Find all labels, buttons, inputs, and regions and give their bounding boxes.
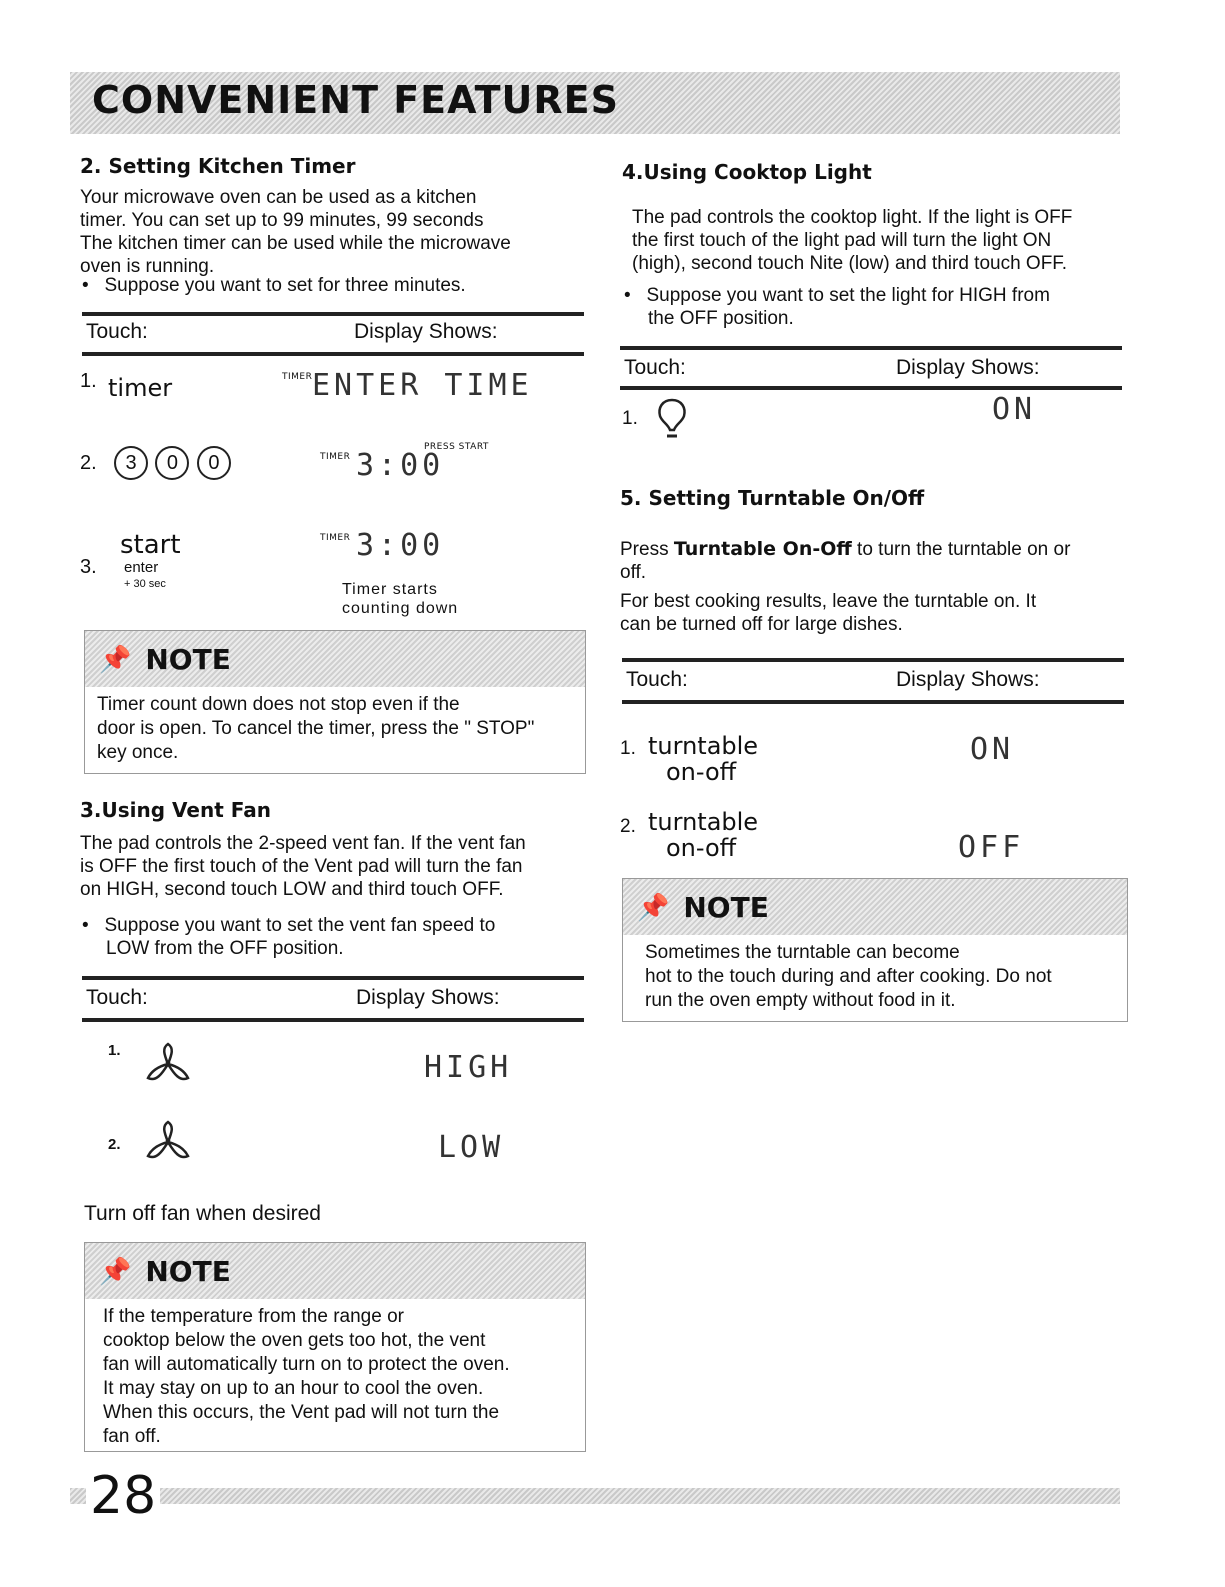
caption-line: counting down: [342, 600, 459, 617]
lcd-display: OFF: [958, 830, 1025, 865]
para-line: can be turned off for large dishes.: [620, 614, 903, 635]
note-title: NOTE: [145, 1254, 231, 1288]
step-number: 2.: [80, 452, 97, 474]
turntable-note: [622, 878, 1128, 1022]
timer-paragraph: [80, 186, 580, 278]
light-para-line: The pad controls the cooktop light. If the light is OFF: [632, 207, 1073, 228]
note-line: key once.: [97, 742, 179, 763]
vent-fan-icon: [140, 1118, 196, 1164]
light-bullet-text: Suppose you want to set the light for HIGH from: [646, 285, 1050, 306]
note-line: cooktop below the oven gets too hot, the vent: [103, 1330, 486, 1351]
number-pads: [114, 446, 234, 480]
number-pad: 0: [155, 446, 189, 480]
step-number: 1.: [80, 370, 97, 392]
press-start-tag: PRESS START: [424, 442, 489, 452]
table-rule: [620, 386, 1122, 390]
timer-para-line: Your microwave oven can be used as a kitchen: [80, 187, 477, 208]
turntable-key: turntable: [648, 808, 759, 836]
timer-bullet-text: Suppose you want to set for three minutes.: [104, 275, 466, 296]
para-text: off.: [620, 562, 647, 583]
table-rule: [622, 700, 1124, 704]
note-line: fan will automatically turn on to protect the oven.: [103, 1354, 510, 1375]
display-label: Display Shows:: [896, 356, 1040, 379]
turntable-key-sub: on-off: [666, 834, 737, 862]
start-key: start: [120, 530, 181, 560]
timer-tag: TIMER: [320, 452, 351, 462]
lcd-display: HIGH: [424, 1050, 513, 1085]
light-bulb-icon: [652, 396, 692, 442]
timer-para-line: timer. You can set up to 99 minutes, 99 seconds: [80, 210, 484, 231]
note-line: door is open. To cancel the timer, press the " STOP": [97, 718, 535, 739]
light-paragraph: [632, 206, 1122, 275]
vent-bullet: • Suppose you want to set the vent fan speed to LOW from the OFF position.: [82, 915, 496, 959]
para-text: to turn the turntable on or: [851, 539, 1071, 560]
vent-bullet-text: Suppose you want to set the vent fan speed to: [104, 915, 496, 936]
timer-tag: TIMER: [320, 533, 351, 543]
note-header: [85, 1243, 585, 1299]
number-pad: 3: [114, 446, 148, 480]
timer-para-line: The kitchen timer can be used while the microwave: [80, 233, 511, 254]
turntable-paragraph-1: [620, 538, 1120, 584]
timer-tag: TIMER: [282, 372, 313, 382]
note-header: [623, 879, 1127, 935]
lcd-display: LOW: [438, 1130, 505, 1165]
note-title: NOTE: [683, 890, 769, 924]
vent-footer: Turn off fan when desired: [84, 1202, 321, 1225]
light-para-line: (high), second touch Nite (low) and third touch OFF.: [632, 253, 1068, 274]
section-banner: [70, 72, 1120, 134]
turntable-heading: 5. Setting Turntable On/Off: [620, 486, 925, 510]
table-rule: [620, 346, 1122, 350]
note-body: [85, 687, 585, 771]
plus-30-label: + 30 sec: [124, 578, 166, 590]
pushpin-icon: 📌: [637, 891, 670, 922]
display-label: Display Shows:: [354, 320, 498, 343]
light-bullet: • Suppose you want to set the light for HIGH from the OFF position.: [624, 285, 1050, 329]
note-line: When this occurs, the Vent pad will not turn the: [103, 1402, 500, 1423]
note-line: fan off.: [103, 1426, 161, 1447]
note-body: [623, 935, 1127, 1019]
table-rule: [82, 976, 584, 980]
lcd-display: ENTER TIME: [312, 368, 533, 403]
note-line: It may stay on up to an hour to cool the oven.: [103, 1378, 484, 1399]
table-rule: [82, 1018, 584, 1022]
light-para-line: the first touch of the light pad will turn the light ON: [632, 230, 1052, 251]
turntable-key-sub: on-off: [666, 758, 737, 786]
step-number: 1.: [108, 1042, 121, 1059]
table-rule: [82, 352, 584, 356]
lcd-display: 3:00: [356, 448, 445, 483]
pushpin-icon: 📌: [99, 643, 132, 674]
caption-line: Timer starts: [342, 581, 438, 598]
note-line: run the oven empty without food in it.: [645, 990, 956, 1011]
note-line: If the temperature from the range or: [103, 1306, 404, 1327]
vent-bullet-text: LOW from the OFF position.: [106, 938, 344, 959]
timer-para-line: oven is running.: [80, 256, 215, 277]
note-line: Timer count down does not stop even if the: [97, 694, 460, 715]
turntable-pad-name: Turntable On-Off: [673, 538, 852, 560]
timer-key: timer: [108, 374, 173, 402]
light-heading: 4.Using Cooktop Light: [622, 160, 872, 184]
vent-para-line: The pad controls the 2-speed vent fan. If the vent fan: [80, 833, 526, 854]
touch-label: Touch:: [626, 668, 688, 691]
turntable-key: turntable: [648, 732, 759, 760]
step-number: 3.: [80, 556, 97, 578]
timer-heading: 2. Setting Kitchen Timer: [80, 154, 356, 178]
note-title: NOTE: [145, 642, 231, 676]
pushpin-icon: 📌: [99, 1255, 132, 1286]
note-line: Sometimes the turntable can become: [645, 942, 960, 963]
display-label: Display Shows:: [356, 986, 500, 1009]
vent-para-line: on HIGH, second touch LOW and third touch OFF.: [80, 879, 504, 900]
vent-heading: 3.Using Vent Fan: [80, 798, 271, 822]
turntable-paragraph-2: [620, 590, 1120, 636]
number-pad: 0: [197, 446, 231, 480]
banner-title: CONVENIENT FEATURES: [92, 78, 619, 122]
timer-caption: [342, 580, 458, 618]
lcd-display: ON: [970, 732, 1015, 767]
page-number: 28: [86, 1466, 160, 1526]
para-text: Press: [620, 539, 674, 560]
table-rule: [622, 658, 1124, 662]
touch-label: Touch:: [86, 320, 148, 343]
timer-note: [84, 630, 586, 774]
enter-label: enter: [124, 559, 159, 576]
vent-paragraph: [80, 832, 580, 901]
step-number: 1.: [620, 738, 636, 759]
page-footer-bar: [70, 1488, 1120, 1504]
lcd-display: 3:00: [356, 528, 445, 563]
touch-label: Touch:: [624, 356, 686, 379]
para-line: For best cooking results, leave the turntable on. It: [620, 591, 1037, 612]
touch-label: Touch:: [86, 986, 148, 1009]
note-header: [85, 631, 585, 687]
vent-para-line: is OFF the first touch of the Vent pad will turn the fan: [80, 856, 523, 877]
note-body: [85, 1299, 585, 1455]
vent-note: [84, 1242, 586, 1452]
vent-fan-icon: [140, 1040, 196, 1086]
note-line: hot to the touch during and after cooking. Do not: [645, 966, 1052, 987]
display-label: Display Shows:: [896, 668, 1040, 691]
light-bullet-text: the OFF position.: [648, 308, 794, 329]
step-number: 2.: [620, 816, 636, 837]
timer-bullet: • Suppose you want to set for three minutes.: [82, 275, 466, 296]
step-number: 1.: [622, 408, 638, 429]
lcd-display: ON: [992, 392, 1037, 427]
table-rule: [82, 312, 584, 316]
step-number: 2.: [108, 1136, 121, 1153]
